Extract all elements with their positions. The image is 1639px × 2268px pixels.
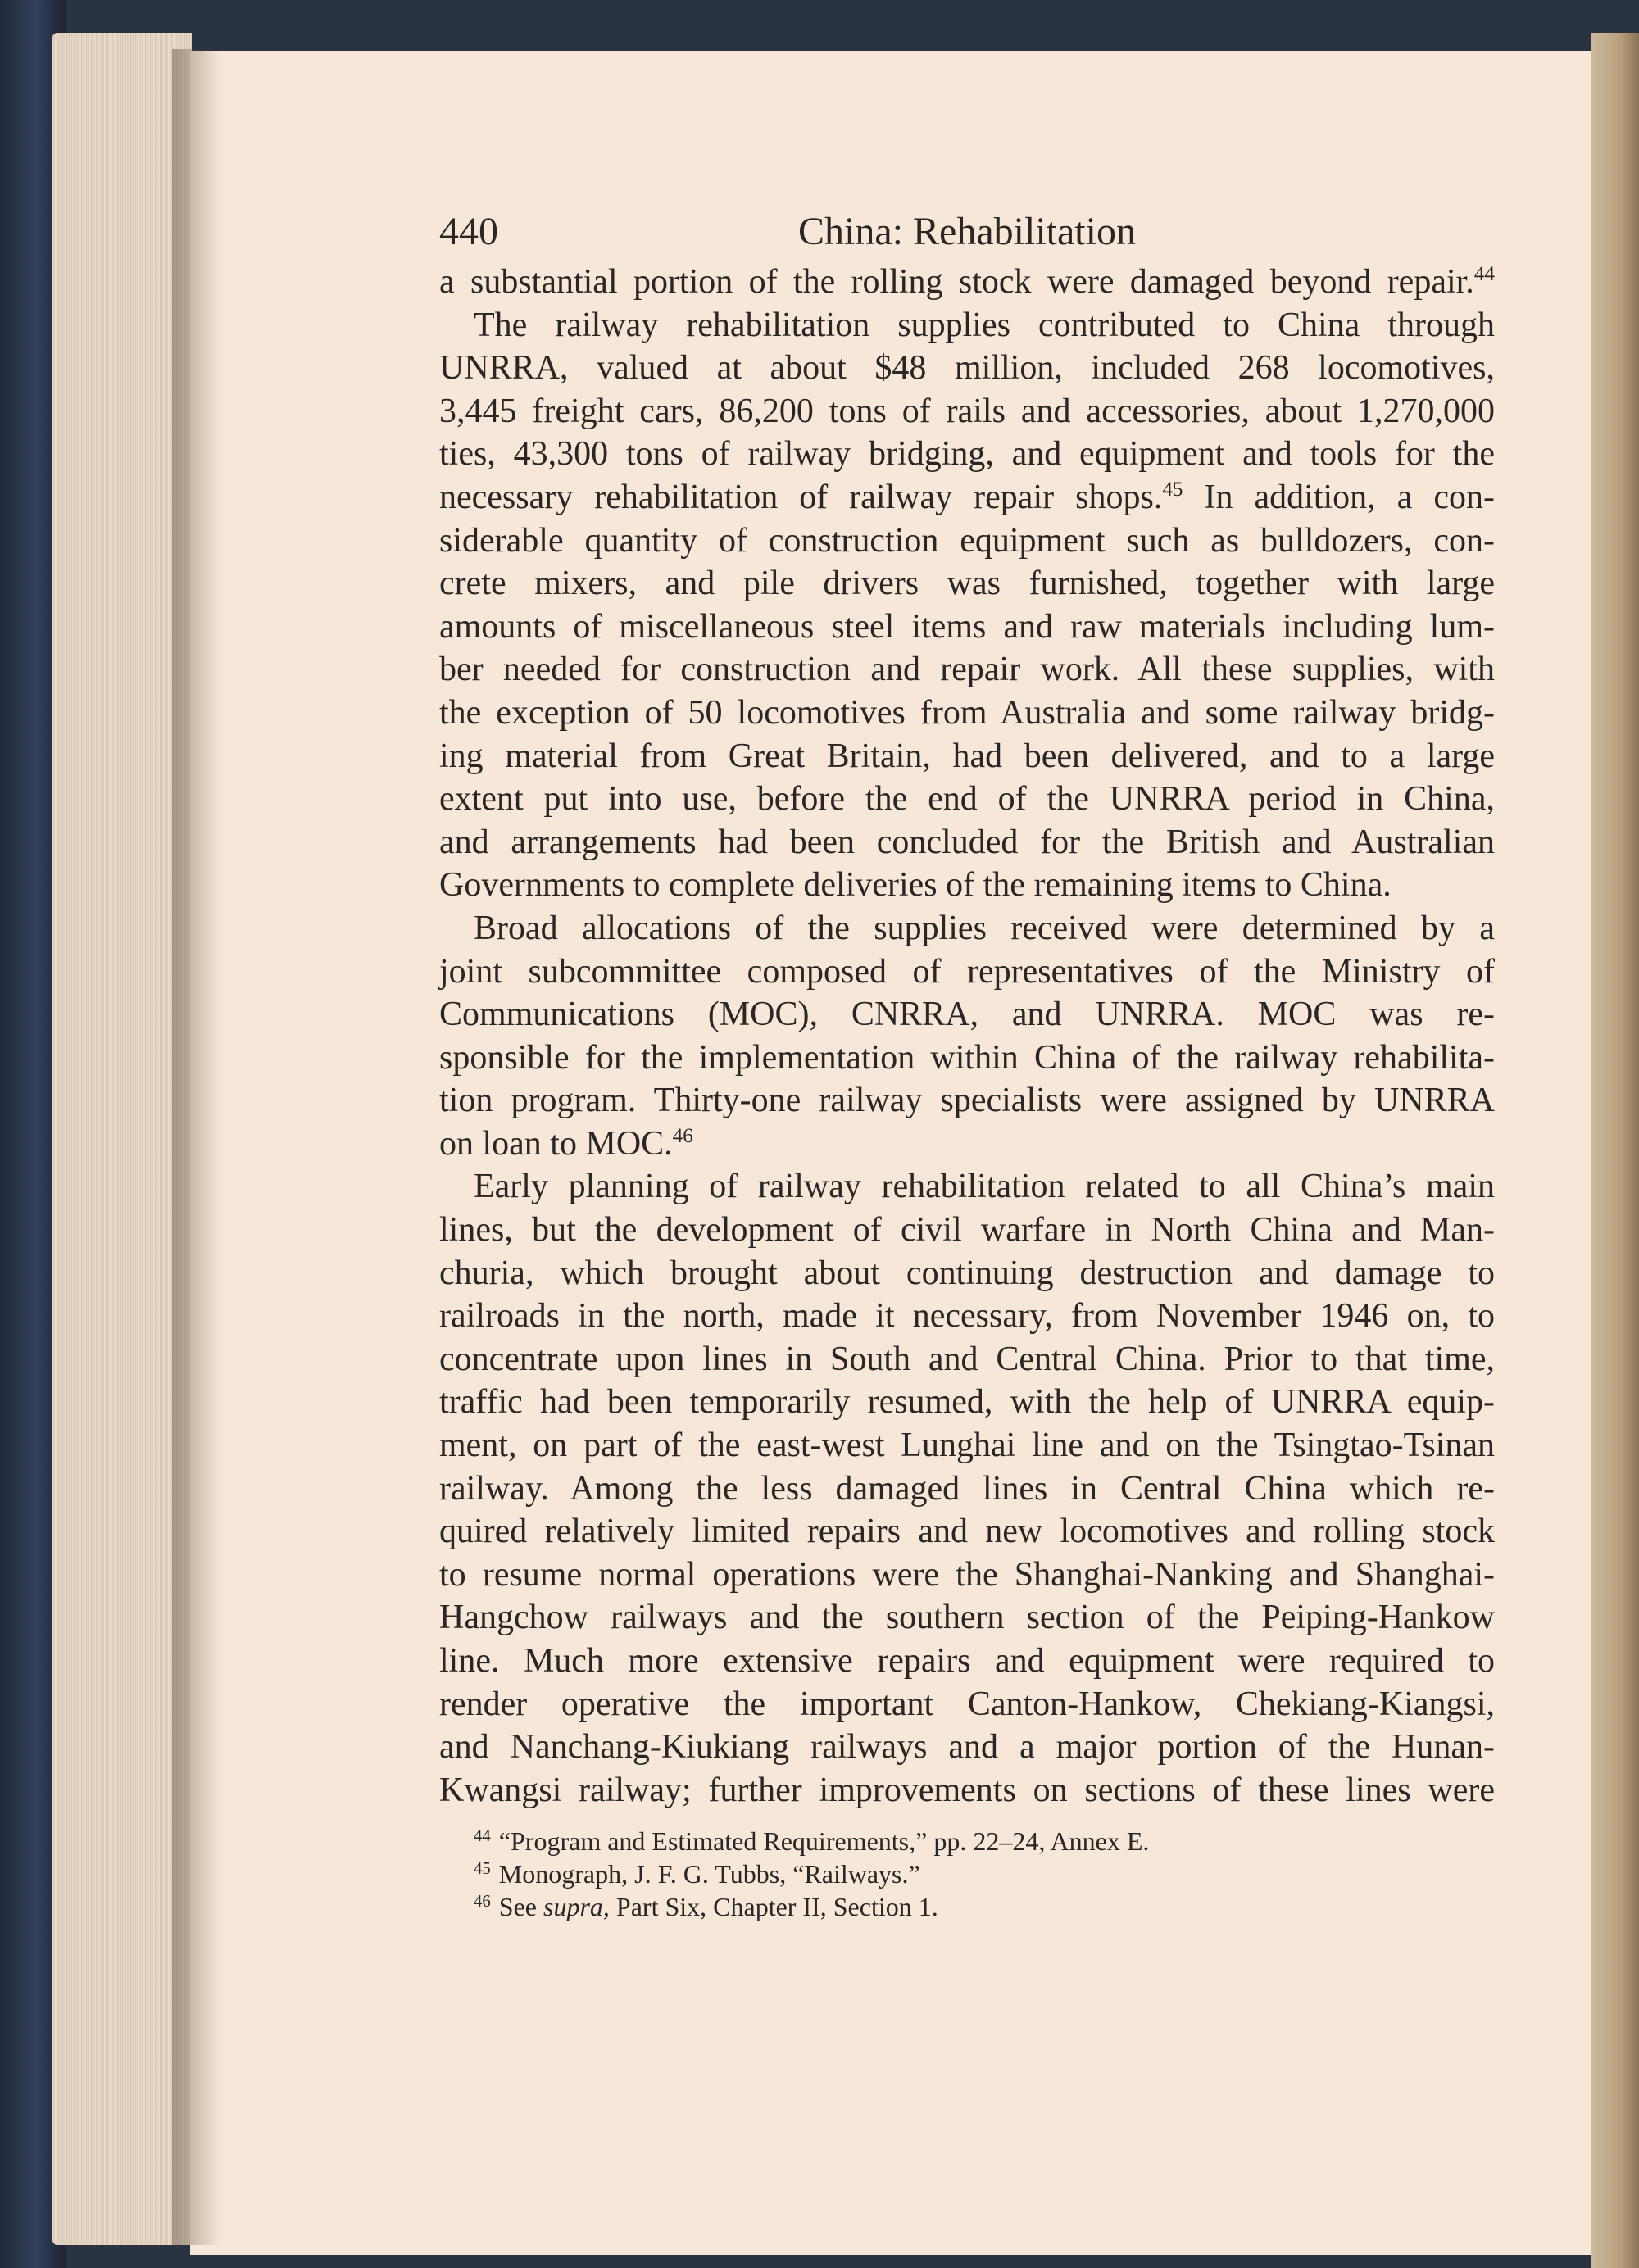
text-line: railroads in the north, made it necessary, from November 1946 on, to (439, 1297, 1495, 1336)
text-line (439, 261, 1495, 304)
text-line: quired relatively limited repairs and new locomotives and rolling stock (439, 1513, 1495, 1551)
text-line: tion program. Thirty-one railway specialists were assigned by UNRRA (439, 1082, 1495, 1120)
right-page-edge (1591, 33, 1639, 2268)
text-line: Communications (MOC), CNRRA, and UNRRA. MOC was re- (439, 996, 1495, 1034)
footnote-text: See (492, 1892, 543, 1922)
footnote-ref-44: 44 (1473, 263, 1495, 285)
text-segment: In addition, a con- (1183, 478, 1495, 516)
text-line: The railway rehabilitation supplies contributed to China through (474, 306, 1495, 344)
text-line: Early planning of railway rehabilitation related to all China’s main (474, 1168, 1495, 1206)
footnote-text: Part Six, Chapter II, Section 1. (609, 1892, 938, 1922)
footnote-ref-45: 45 (1162, 478, 1183, 501)
text-block (439, 203, 1495, 1923)
footnote-45 (474, 1857, 1495, 1890)
text-line: line. Much more extensive repairs and equipment were required to (439, 1642, 1495, 1680)
text-line: ties, 43,300 tons of railway bridging, and equipment and tools for the (439, 435, 1495, 474)
text-line: railway. Among the less damaged lines in Central China which re- (439, 1469, 1495, 1508)
running-head (439, 203, 1495, 261)
text-line: ber needed for construction and repair work. All these supplies, with (439, 651, 1495, 689)
text-line (439, 476, 1495, 519)
footnote-number: 44 (474, 1826, 491, 1845)
text-segment: on loan to MOC. (439, 1124, 673, 1163)
text-line: lines, but the development of civil warfare in North China and Man- (439, 1211, 1495, 1250)
text-line (439, 1123, 1495, 1166)
footnote-ref-46: 46 (672, 1124, 693, 1147)
text-line: amounts of miscellaneous steel items and raw materials including lum- (439, 607, 1495, 646)
text-line: UNRRA, valued at about $48 million, included 268 locomotives, (439, 349, 1495, 388)
page-number: 440 (439, 210, 498, 253)
text-line: joint subcommittee composed of representatives of the Ministry of (439, 952, 1495, 991)
text-line: 3,445 freight cars, 86,200 tons of rails and accessories, about 1,270,000 (439, 392, 1495, 430)
footnotes (439, 1825, 1495, 1923)
body-text (439, 261, 1495, 1812)
text-line: traffic had been temporarily resumed, with the help of UNRRA equip- (439, 1383, 1495, 1422)
footnote-number: 45 (474, 1858, 491, 1878)
text-line: Governments to complete deliveries of the remaining items to China. (439, 866, 1392, 905)
text-line: siderable quantity of construction equipment such as bulldozers, con- (439, 521, 1495, 560)
text-segment: a substantial portion of the rolling stock were damaged beyond repair. (439, 263, 1474, 301)
page-edges (52, 33, 192, 2245)
text-line: to resume normal operations were the Shanghai-Nanking and Shanghai- (439, 1555, 1495, 1594)
running-title: China: Rehabilitation (798, 210, 1136, 253)
text-line: ing material from Great Britain, had been delivered, and to a large (439, 737, 1495, 775)
text-line: the exception of 50 locomotives from Australia and some railway bridg- (439, 693, 1495, 732)
footnote-text: Monograph, J. F. G. Tubbs, “Railways.” (492, 1859, 920, 1889)
footnote-number: 46 (474, 1891, 491, 1911)
text-line: Kwangsi railway; further improvements on sections of these lines were (439, 1771, 1495, 1809)
text-line: churia, which brought about continuing destruction and damage to (439, 1254, 1495, 1292)
text-line: concentrate upon lines in South and Central China. Prior to that time, (439, 1340, 1495, 1378)
text-line: Hangchow railways and the southern section of the Peiping-Hankow (439, 1599, 1495, 1637)
footnote-italic: supra, (543, 1892, 610, 1922)
gutter-shadow (172, 49, 221, 2245)
text-line: ment, on part of the east-west Lunghai line and on the Tsingtao-Tsinan (439, 1427, 1495, 1465)
text-line: Broad allocations of the supplies received were determined by a (474, 909, 1495, 947)
text-segment: necessary rehabilitation of railway repair shops. (439, 478, 1163, 516)
text-line: and Nanchang-Kiukiang railways and a major portion of the Hunan- (439, 1728, 1495, 1767)
text-line: render operative the important Canton-Hankow, Chekiang-Kiangsi, (439, 1685, 1495, 1723)
text-line: extent put into use, before the end of the UNRRA period in China, (439, 780, 1495, 819)
text-line: crete mixers, and pile drivers was furnished, together with large (439, 565, 1495, 603)
text-line: sponsible for the implementation within China of the railway rehabilita- (439, 1038, 1495, 1077)
footnote-46 (474, 1890, 1495, 1923)
text-line: and arrangements had been concluded for the British and Australian (439, 823, 1495, 861)
footnote-text: “Program and Estimated Requirements,” pp. 22–24, Annex E. (492, 1826, 1150, 1857)
footnote-44 (474, 1825, 1495, 1857)
